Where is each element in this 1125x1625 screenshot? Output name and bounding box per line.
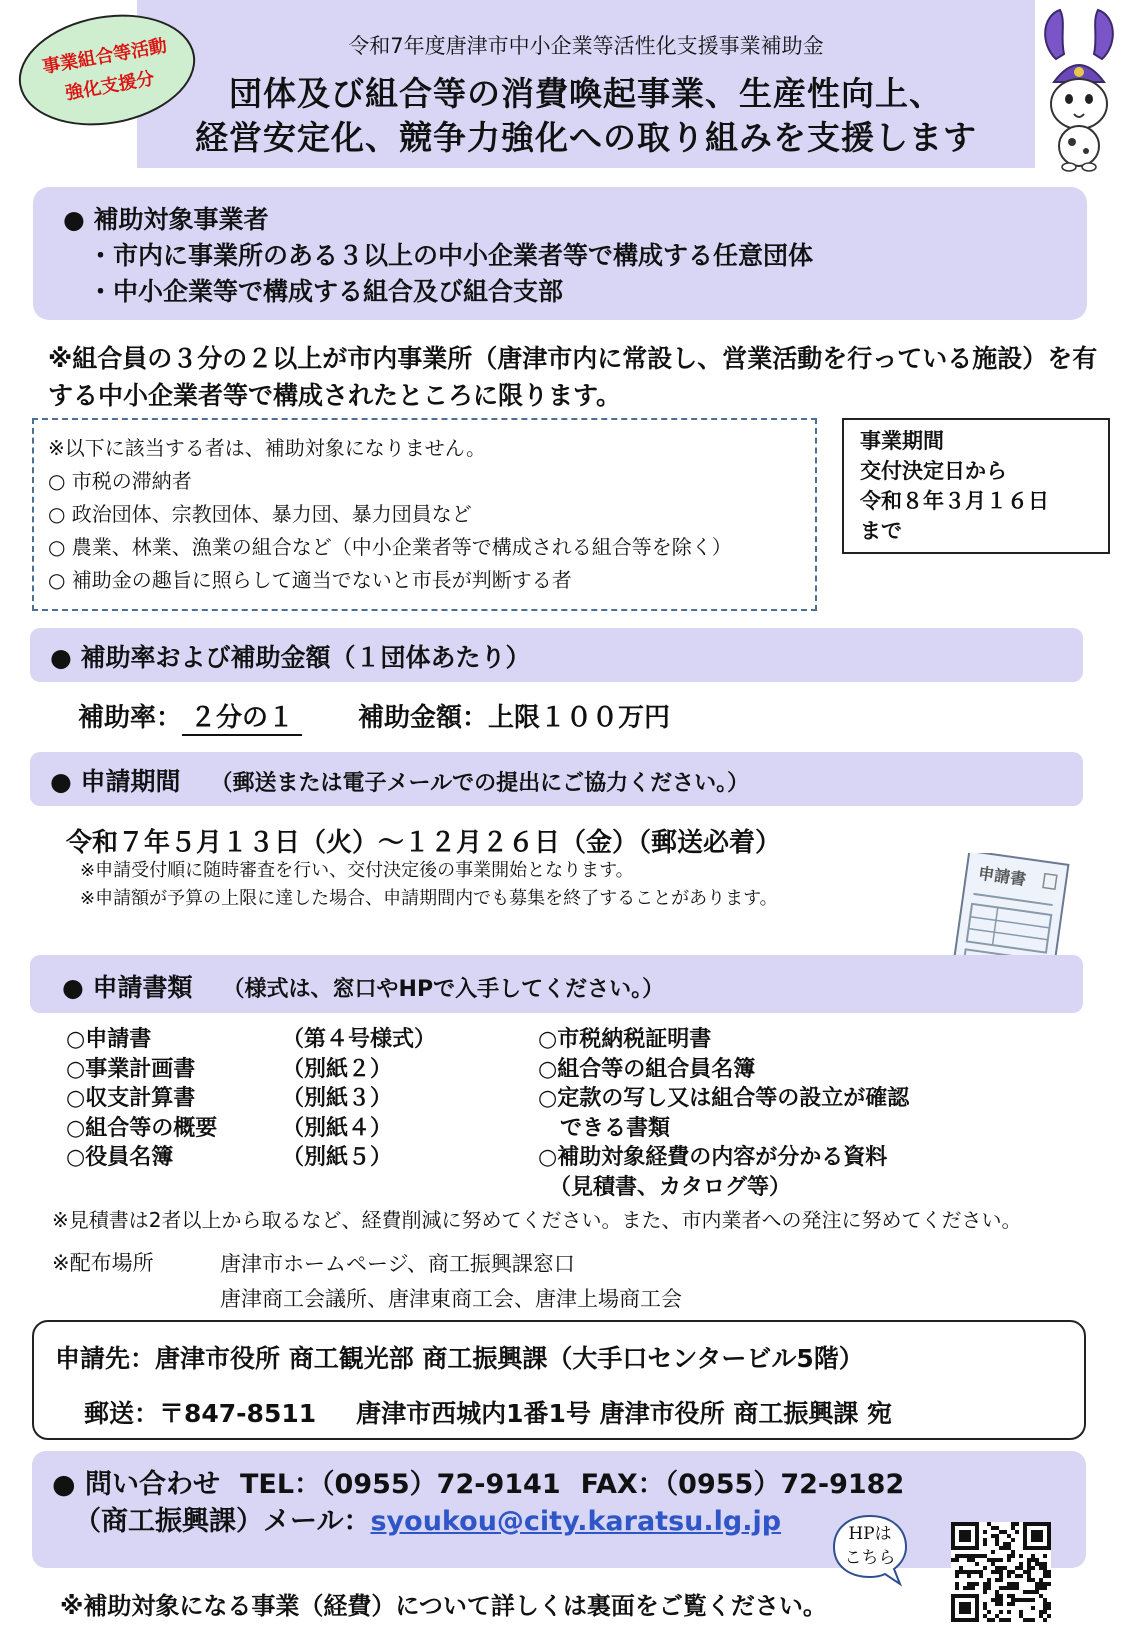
rate-label: 補助率： xyxy=(78,703,183,733)
project-period-line: 令和８年３月１６日 xyxy=(860,489,1049,513)
exclusion-item: ○ 補助金の趣旨に照らして適当でないと市長が判断する者 xyxy=(48,568,572,592)
project-period-box xyxy=(842,418,1110,554)
document-item: （見積書、カタログ等） xyxy=(538,1174,792,1200)
document-item: ○収支計算書 xyxy=(66,1086,196,1111)
exclusion-item: ○ 市税の滞納者 xyxy=(48,469,192,493)
header-subtitle: 令和7年度唐津市中小企業等活性化支援事業補助金 xyxy=(348,34,824,58)
document-item: ○市税納税証明書 xyxy=(538,1027,712,1052)
document-form: （別紙５） xyxy=(282,1145,393,1170)
application-period-heading xyxy=(50,762,749,798)
distribution-label: ※配布場所 xyxy=(52,1251,154,1275)
page-title-line1: 団体及び組合等の消費喚起事業、生産性向上、 xyxy=(229,74,943,113)
contact-heading: ● 問い合わせ xyxy=(52,1469,220,1500)
documents-note: （様式は、窓口やHPで入手してください。） xyxy=(222,977,665,1002)
page-title-line2: 経営安定化、競争力強化への取り組みを支援します xyxy=(195,118,977,157)
document-item: ○定款の写し又は組合等の設立が確認 xyxy=(538,1086,910,1111)
document-form: （別紙３） xyxy=(282,1086,393,1111)
document-item: ○組合等の組合員名簿 xyxy=(538,1056,756,1082)
project-period-line: 交付決定日から xyxy=(860,459,1007,483)
distribution-line: 唐津商工会議所、唐津東商工会、唐津上場商工会 xyxy=(220,1287,682,1311)
documents-heading xyxy=(62,968,664,1004)
documents-title: ● 申請書類 xyxy=(62,973,193,1002)
document-item: ○組合等の概要 xyxy=(66,1115,218,1141)
application-dates: 令和７年５月１３日（火）～１２月２６日（金）（郵送必着） xyxy=(66,828,782,858)
target-heading: ● 補助対象事業者 xyxy=(63,205,269,234)
documents-form-list xyxy=(282,1025,436,1173)
application-notes xyxy=(80,857,778,913)
badge-line1: 事業組合等活動 xyxy=(40,35,169,78)
contact-line xyxy=(52,1462,904,1501)
target-item: ・中小企業等で構成する組合及び組合支部 xyxy=(88,277,564,306)
project-period-line: まで xyxy=(860,519,902,543)
distribution-line: 唐津市ホームページ、商工振興課窓口 xyxy=(220,1252,575,1276)
target-item: ・市内に事業所のある３以上の中小企業者等で構成する任意団体 xyxy=(88,241,814,270)
exclusion-item: ○ 政治団体、宗教団体、暴力団、暴力団員など xyxy=(48,502,472,526)
amount-label: 補助金額： xyxy=(358,703,489,733)
contact-email-line xyxy=(74,1499,781,1538)
mail-address: 唐津市西城内1番1号 唐津市役所 商工振興課 宛 xyxy=(356,1399,893,1428)
qr-code-icon[interactable] xyxy=(951,1522,1051,1622)
hp-link-label xyxy=(830,1522,910,1570)
document-form: （別紙２） xyxy=(282,1056,393,1082)
project-period-title: 事業期間 xyxy=(860,429,944,453)
contact-fax: FAX：（0955）72-9182 xyxy=(580,1469,905,1500)
subsidy-rate-line xyxy=(78,697,670,736)
rate-value: ２分の１ xyxy=(182,697,302,736)
footer-note: ※補助対象になる事業（経費）について詳しくは裏面をご覧ください。 xyxy=(60,1592,827,1620)
exclusions-intro: ※以下に該当する者は、補助対象になりません。 xyxy=(48,436,486,460)
contact-tel: TEL：（0955）72-9141 xyxy=(239,1469,561,1500)
distribution-places xyxy=(220,1247,682,1317)
document-form: （別紙４） xyxy=(282,1115,393,1141)
documents-left-list xyxy=(66,1025,217,1173)
membership-notice: ※組合員の３分の２以上が市内事業所（唐津市内に常設し、営業活動を行っている施設）を有する中小企業者等で構成されたところに限ります。 xyxy=(48,344,1098,410)
destination-mail xyxy=(84,1394,892,1430)
document-item: ○補助対象経費の内容が分かる資料 xyxy=(538,1145,888,1170)
amount-value: 上限１００万円 xyxy=(488,703,671,733)
documents-right-list xyxy=(538,1025,909,1202)
hp-label-line: HPは xyxy=(848,1524,892,1544)
form-icon-label: 申請書 xyxy=(977,863,1028,890)
exclusions-list xyxy=(48,432,732,597)
badge-line2: 強化支援分 xyxy=(63,68,157,105)
application-period-note: （郵送または電子メールでの提出にご協力ください。） xyxy=(210,771,750,796)
contact-dept-label: （商工振興課）メール： xyxy=(74,1506,371,1537)
destination-office: 申請先：唐津市役所 商工観光部 商工振興課（大手口センタービル5階） xyxy=(55,1344,864,1373)
document-item: ○申請書 xyxy=(66,1027,152,1052)
document-item: できる書類 xyxy=(538,1115,671,1141)
application-period-title: ● 申請期間 xyxy=(50,767,181,796)
mail-postal: 郵送：〒847-8511 xyxy=(84,1399,317,1428)
application-note: ※申請受付順に随時審査を行い、交付決定後の事業開始となります。 xyxy=(80,860,634,881)
document-form: （第４号様式） xyxy=(282,1027,437,1052)
document-item: ○事業計画書 xyxy=(66,1056,196,1082)
mascot-icon xyxy=(1036,4,1122,174)
contact-email-link[interactable]: syoukou@city.karatsu.lg.jp xyxy=(370,1506,782,1537)
exclusion-item: ○ 農業、林業、漁業の組合など（中小企業者等で構成される組合等を除く） xyxy=(48,535,732,559)
application-note: ※申請額が予算の上限に達した場合、申請期間内でも募集を終了することがあります。 xyxy=(80,888,778,909)
hp-label-line: こちら xyxy=(844,1548,896,1568)
subsidy-heading: ● 補助率および補助金額（１団体あたり） xyxy=(50,643,531,672)
estimate-note: ※見積書は2者以上から取るなど、経費削減に努めてください。また、市内業者への発注に努めてください。 xyxy=(52,1208,1022,1232)
document-item: ○役員名簿 xyxy=(66,1145,174,1170)
